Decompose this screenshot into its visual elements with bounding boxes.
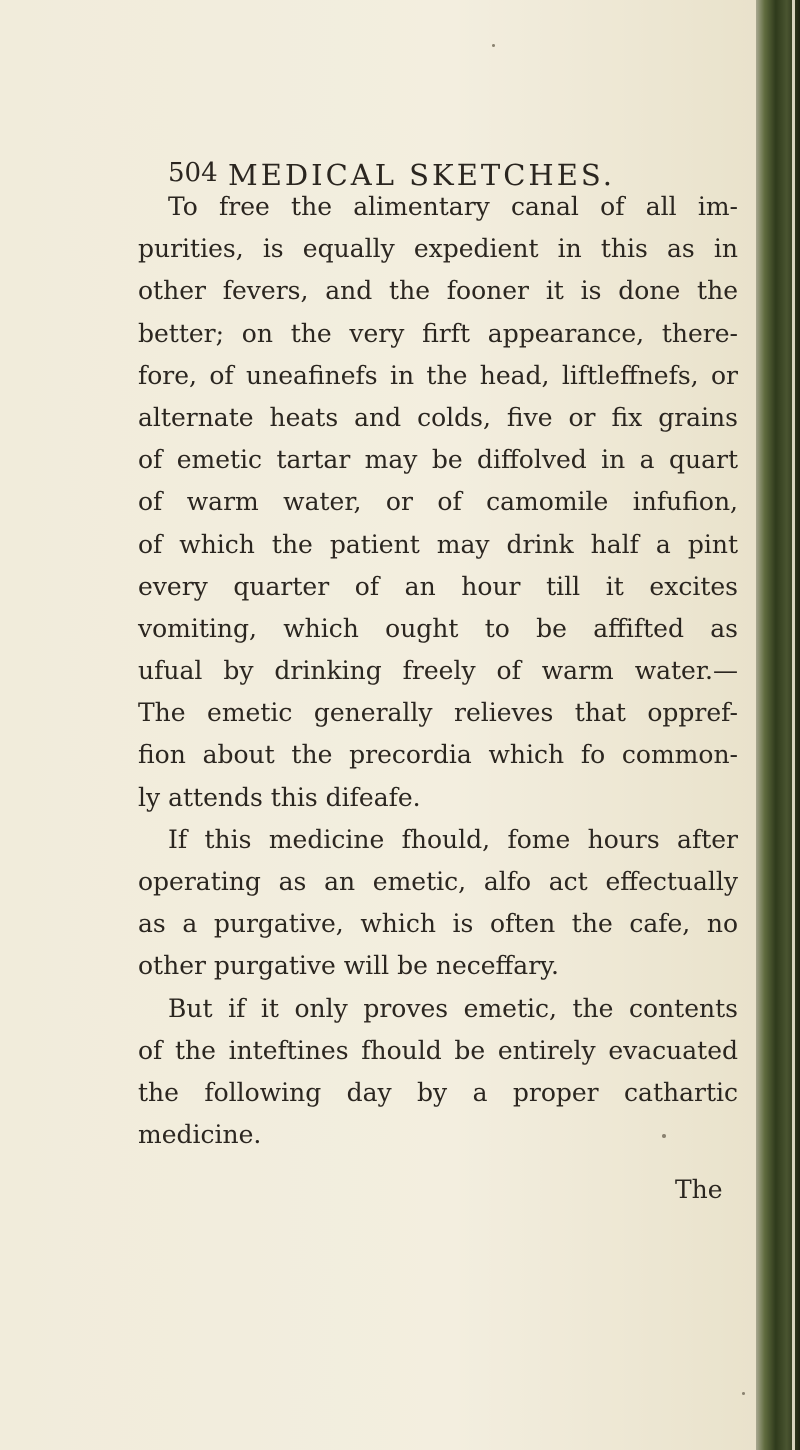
text-line: other fevers, and the fooner it is done the <box>138 276 738 306</box>
paper-speck <box>662 1134 666 1138</box>
paragraph <box>138 988 738 1157</box>
paper-speck <box>492 44 495 47</box>
text-line: operating as an emetic, alfo act effectually <box>138 867 738 896</box>
text-line: of which the patient may drink half a pint <box>138 529 738 559</box>
text-line: But if it only proves emetic, the contents <box>168 993 738 1023</box>
text-line: of the inteftines fhould be entirely evacuated <box>138 1035 738 1065</box>
text-line: other purgative will be neceffary. <box>138 951 559 981</box>
text-line: purities, is equally expedient in this as in <box>138 234 738 264</box>
text-line: To free the alimentary canal of all im- <box>168 192 738 221</box>
text-line: of warm water, or of camomile infufion, <box>138 487 738 517</box>
page-edge <box>792 0 795 1450</box>
text-line: If this medicine fhould, fome hours after <box>168 824 738 854</box>
text-line: medicine. <box>138 1120 262 1150</box>
text-line: better; on the very firft appearance, there- <box>138 318 738 348</box>
text-line: ufual by drinking freely of warm water.— <box>138 656 738 686</box>
text-line: of emetic tartar may be diffolved in a quart <box>138 445 738 475</box>
text-line: vomiting, which ought to be affifted as <box>138 613 738 643</box>
text-line: as a purgative, which is often the cafe, no <box>138 909 738 939</box>
catchword: The <box>675 1175 723 1204</box>
text-line: fion about the precordia which fo common- <box>138 740 738 770</box>
text-line: alternate heats and colds, five or fix grains <box>138 402 738 432</box>
text-line: fore, of uneafinefs in the head, liftleffnefs, or <box>138 360 738 390</box>
text-line: The emetic generally relieves that oppref- <box>138 698 738 728</box>
body-text <box>138 186 738 1156</box>
text-line: ly attends this difeafe. <box>138 782 421 812</box>
text-line: the following day by a proper cathartic <box>138 1077 738 1107</box>
text-line: every quarter of an hour till it excites <box>138 571 738 601</box>
page-number: 504 <box>168 158 218 188</box>
paragraph <box>138 186 738 819</box>
running-title: MEDICAL SKETCHES. <box>228 158 615 192</box>
paper-speck <box>742 1392 745 1395</box>
paragraph <box>138 819 738 988</box>
